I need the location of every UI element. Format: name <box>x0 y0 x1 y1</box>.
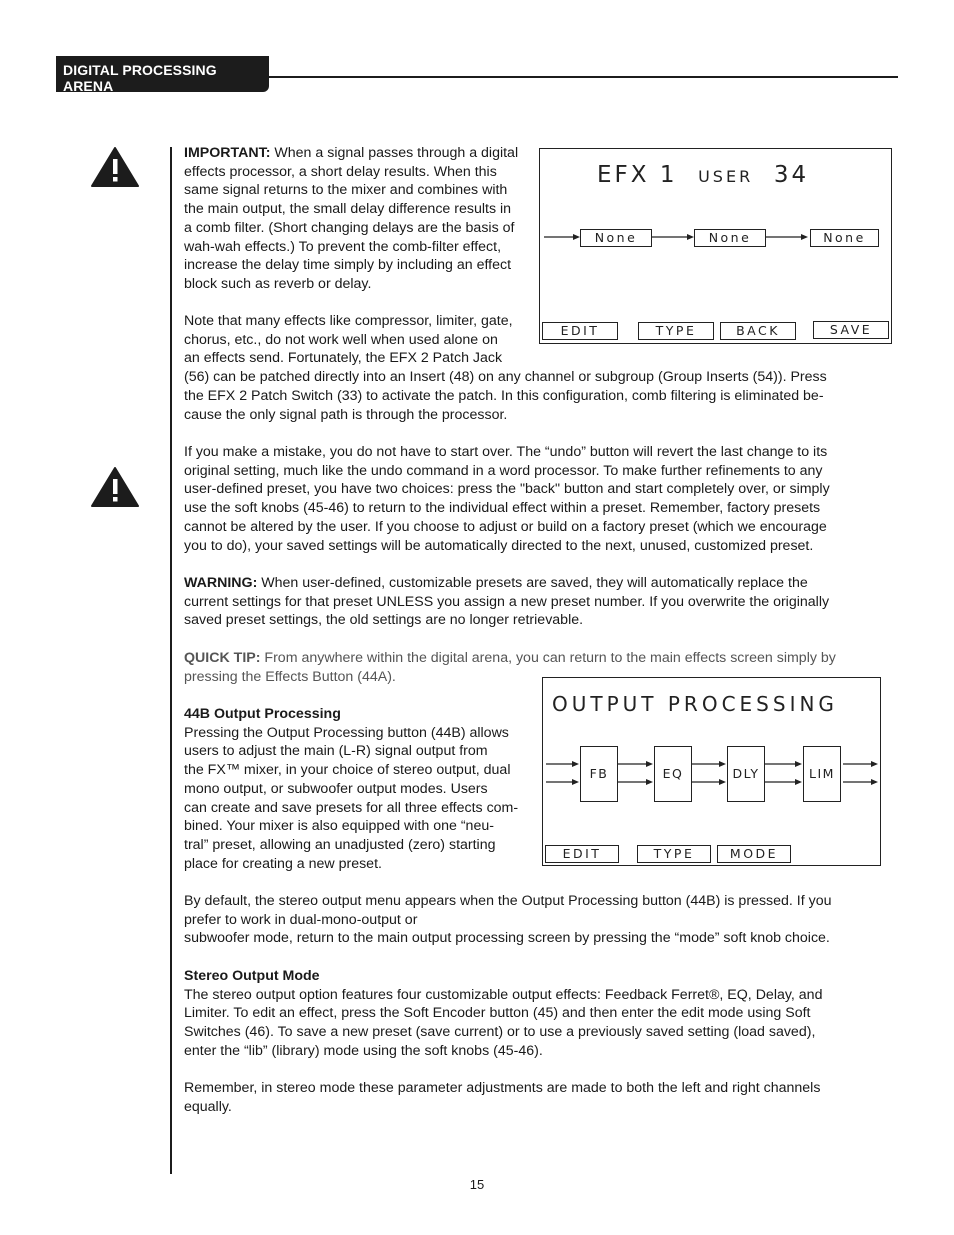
effect-slot[interactable]: None <box>694 229 766 247</box>
warning-triangle-icon <box>91 466 139 508</box>
delay-block[interactable]: DLY <box>727 746 765 802</box>
type-soft-key[interactable]: TYPE <box>638 322 714 340</box>
section-heading: Stereo Output Mode <box>184 968 320 984</box>
save-soft-key[interactable]: SAVE <box>813 321 889 339</box>
back-soft-key[interactable]: BACK <box>720 322 796 340</box>
eq-block[interactable]: EQ <box>654 746 692 802</box>
important-paragraph: IMPORTANT: When a signal passes through a digital effects processor, a short delay results. When this same signal returns to the mixer and combines with the main output, the small delay difference results in a comb filter. (Short changing delays are the basis of wah-wah effects.) To prevent the comb-filter effect, increase the delay time simply by including an effect block such as reverb or delay. <box>184 145 519 292</box>
edit-soft-key[interactable]: EDIT <box>545 845 619 863</box>
section-tab <box>56 56 269 92</box>
section-label: DIGITAL PROCESSING ARENA <box>63 62 217 94</box>
stereo-output-section: Stereo Output Mode The stereo output option features four customizable output effects: Feedback Ferret®, EQ, Delay, and Limiter. To edit an effect, press the Soft Encoder button (45) and then enter the edit mode using Soft Switches (46). To save a new preset (save current) or to use a previously saved setting (load saved), enter the “lib” (library) mode using the soft knobs (45-46). <box>184 968 823 1059</box>
edit-soft-key[interactable]: EDIT <box>542 322 618 340</box>
effect-slot[interactable]: None <box>810 229 879 247</box>
warning-label: WARNING: <box>184 575 258 591</box>
feedback-ferret-block[interactable]: FB <box>580 746 618 802</box>
header-rule <box>269 76 898 78</box>
output-processing-section: 44B Output Processing Pressing the Output Processing button (44B) allows users to adjust the main (L-R) signal output from the FX™ mixer, in your choice of stereo output, dual mono output, or subwoofer output modes. Users can create and save presets for all three effects com- bined. Your mixer is also equipped with one “neu- tral” preset, allowing an unadjusted (zero) starting place for creating a new preset. <box>184 706 519 872</box>
effect-slot[interactable]: None <box>580 229 652 247</box>
efx-screen-title: EFX 1 user 34 <box>597 162 810 188</box>
page-number: 15 <box>469 1177 485 1192</box>
warning-triangle-icon <box>91 146 139 188</box>
output-screen-title: OUTPUT PROCESSING <box>552 692 838 716</box>
type-soft-key[interactable]: TYPE <box>637 845 711 863</box>
section-heading: 44B Output Processing <box>184 706 341 722</box>
effects-note-paragraph: Note that many effects like compressor, limiter, gate, chorus, etc., do not work well when used alone on an effects send. Fortunately, the EFX 2 Patch Jack (56) can be patched directly into an Insert (48) on any channel or subgroup (Group Inserts (54)). Press the EFX 2 Patch Switch (33) to activate the patch. In this configuration, comb filtering is eliminated be- cause the only signal path is through the processor. <box>184 313 827 423</box>
margin-rule <box>170 147 172 1174</box>
quick-tip-paragraph: QUICK TIP: From anywhere within the digital arena, you can return to the main effects screen simply by pressing the Effects Button (44A). <box>184 650 836 685</box>
warning-paragraph: WARNING: When user-defined, customizable presets are saved, they will automatically replace the current settings for that preset UNLESS you assign a new preset number. If you overwrite the originally saved preset settings, the old settings are no longer retrievable. <box>184 575 830 629</box>
output-processing-lcd-screen <box>542 677 881 866</box>
default-mode-paragraph: By default, the stereo output menu appears when the Output Processing button (44B) is pressed. If you prefer to work in dual-mono-output or subwoofer mode, return to the main output processing screen by pressing the “mode” soft knob choice. <box>184 893 832 947</box>
undo-paragraph: If you make a mistake, you do not have to start over. The “undo” button will revert the last change to its original setting, much like the undo command in a word processor. To make further refinements to any user-defined preset, you have two choices: press the "back" button and start completely over, or simply use the soft knobs (45-46) to return to the individual effect within a preset. Remember, factory presets cannot be altered by the user. If you choose to adjust or build on a factory preset (which we encourage you to do), your saved settings will be automatically directed to the next, unused, customized preset. <box>184 444 830 554</box>
mode-soft-key[interactable]: MODE <box>717 845 791 863</box>
quick-tip-label: QUICK TIP: <box>184 650 261 666</box>
remember-paragraph: Remember, in stereo mode these parameter adjustments are made to both the left and right channels equally. <box>184 1080 821 1115</box>
important-label: IMPORTANT: <box>184 145 271 161</box>
limiter-block[interactable]: LIM <box>803 746 841 802</box>
